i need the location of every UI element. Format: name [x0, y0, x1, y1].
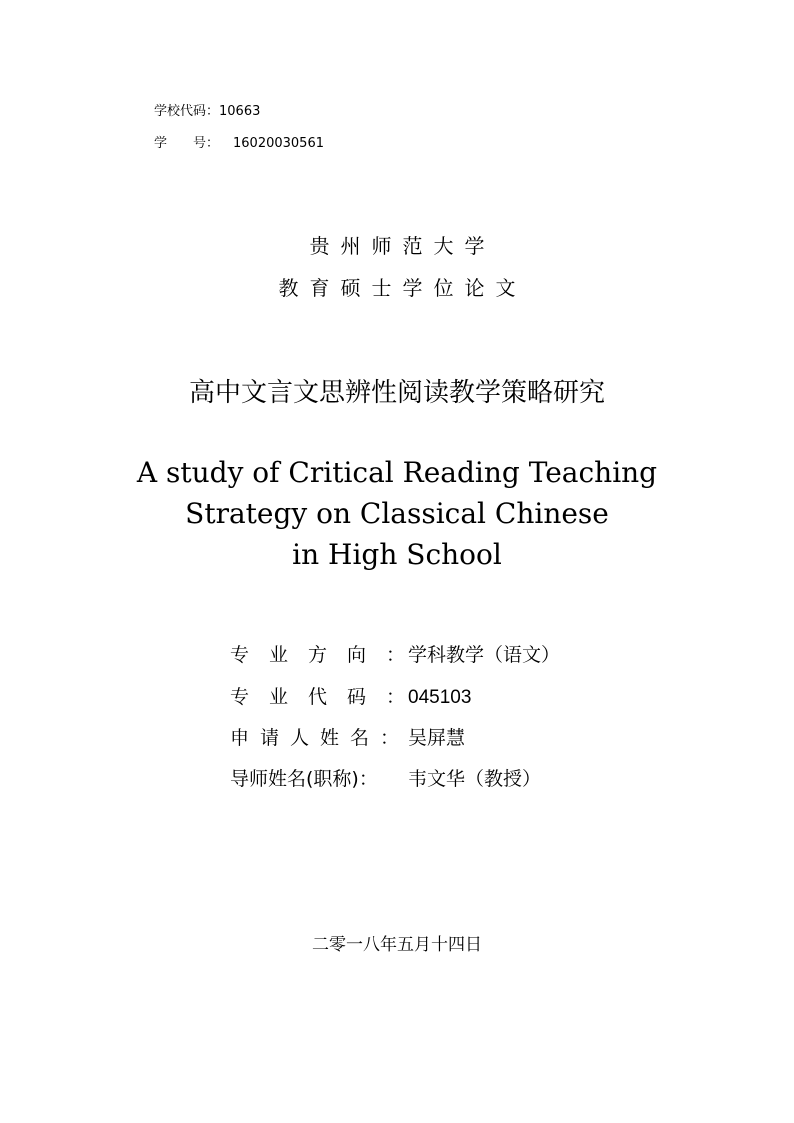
applicant-label: 申请人姓名：: [230, 727, 411, 749]
title-en-line-2: Strategy on Classical Chinese: [185, 497, 609, 530]
advisor-value: 韦文华（教授）: [408, 768, 542, 790]
school-code-label: 学校代码：: [154, 104, 220, 119]
school-code-value: 10663: [219, 104, 261, 119]
university-name: 贵州师范大学: [309, 234, 496, 258]
major-direction-row: [230, 643, 560, 667]
student-id-value: 16020030561: [233, 136, 324, 151]
thesis-title-chinese: 高中文言文思辨性阅读教学策略研究: [188, 378, 605, 408]
title-en-line-1: A study of Critical Reading Teaching: [136, 456, 658, 489]
school-code-line: [154, 103, 260, 121]
submission-date: 二零一八年五月十四日: [312, 935, 482, 955]
advisor-label: 导师姓名(职称)：: [230, 768, 378, 790]
major-direction-value: 学科教学（语文）: [408, 644, 561, 666]
applicant-row: [230, 726, 465, 750]
student-id-line: [154, 135, 324, 153]
major-direction-label: 专业方向：: [230, 644, 426, 666]
thesis-title-english: [0, 452, 794, 575]
major-code-row: [230, 685, 471, 710]
title-en-line-3: in High School: [292, 538, 502, 571]
advisor-row: [230, 767, 541, 791]
applicant-value: 吴屏慧: [408, 727, 466, 749]
major-code-label: 专业代码：: [230, 686, 426, 708]
major-code-value: 045103: [408, 687, 472, 708]
student-id-label: 学 号：: [154, 136, 220, 151]
degree-type: 教育硕士学位论文: [278, 276, 527, 300]
